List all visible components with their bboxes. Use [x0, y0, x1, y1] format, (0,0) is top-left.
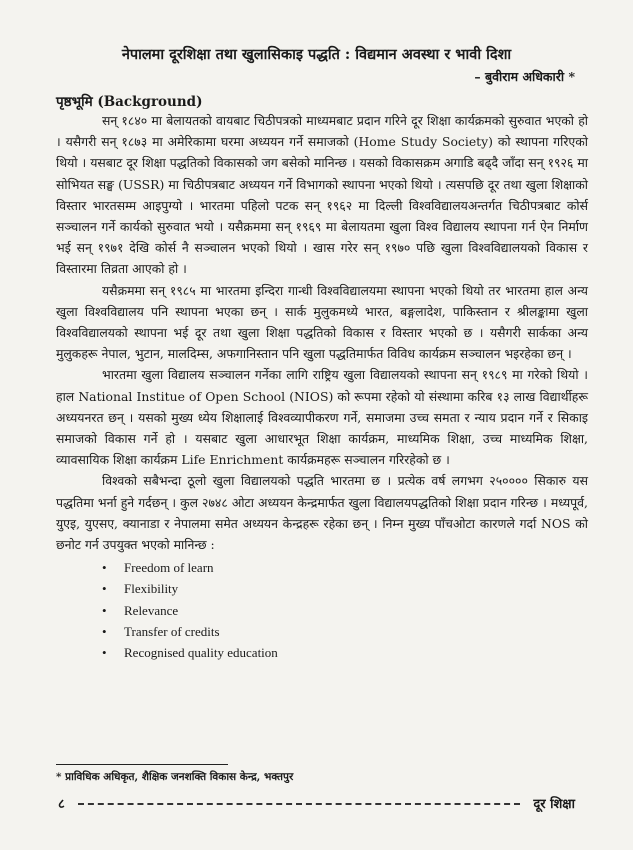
- list-item-text: Relevance: [124, 602, 179, 618]
- paragraph-4: विश्वको सबैभन्दा ठूलो खुला विद्यालयको पद्धति भारतमा छ । प्रत्येक वर्ष लगभग २५०००० सिकारु यस पद्धतिमा भर्ना हुने गर्दछन् । कुल २७४८ ओटा अध्ययन केन्द्रमार्फत खुला विद्यालयपद्धतिको शिक्षा प्रदान गरिन्छ । मध्यपूर्व, युएइ, युएसए, क्यानाडा र नेपालमा समेत अध्ययन केन्द्रहरू रहेका छन् । निम्न मुख्य पाँचओटा कारणले गर्दा NOS को छनोट गर्न उपयुक्त भएको मानिन्छ :: [56, 473, 588, 553]
- bullet-icon: •: [102, 602, 107, 618]
- bullet-icon: •: [102, 581, 107, 597]
- list-item: [102, 600, 588, 621]
- journal-name: दूर शिक्षा: [533, 797, 575, 812]
- list-item-text: Recognised quality education: [124, 645, 278, 661]
- list-item: [102, 578, 588, 599]
- reasons-list: [56, 557, 588, 663]
- bullet-icon: •: [102, 623, 107, 639]
- bullet-icon: •: [102, 560, 107, 576]
- list-item-text: Flexibility: [124, 581, 179, 597]
- author-name: – बुवीराम अधिकारी *: [474, 69, 575, 84]
- footer-dashed-rule: [78, 803, 520, 805]
- list-item: [102, 557, 588, 578]
- page-number: ८: [58, 797, 65, 812]
- paragraph-3: भारतमा खुला विद्यालय सञ्चालन गर्नेका लागि राष्ट्रिय खुला विद्यालयको स्थापना सन् १९८९ मा गरेको थियो । हाल National Institue of Open School (NIOS) को रूपमा रहेको यो संस्थामा करिब १३ लाख विद्यार्थीहरू अध्ययनरत छन् । यसको मुख्य ध्येय शिक्षालाई विश्वव्यापीकरण गर्ने, समाजमा उच्च समता र न्याय प्रदान गर्ने र सिकाइ समाजको विकास गर्ने हो । यसबाट खुला आधारभूत शिक्षा कार्यक्रम, माध्यमिक शिक्षा, उच्च माध्यमिक शिक्षा, व्यावसायिक शिक्षा कार्यक्रम Life Enrichment कार्यक्रमहरू सञ्चालन गरिरहेको छ ।: [56, 367, 588, 468]
- footnote: * प्राविधिक अधिकृत, शैक्षिक जनशक्ति विकास केन्द्र, भक्तपुर: [56, 771, 294, 783]
- list-item-text: Transfer of credits: [124, 623, 220, 639]
- article-title: नेपालमा दूरशिक्षा तथा खुलासिकाइ पद्धति : विद्यमान अवस्था र भावी दिशा: [121, 46, 512, 63]
- list-item: [102, 621, 588, 642]
- bullet-icon: •: [102, 645, 107, 661]
- list-item-text: Freedom of learn: [124, 560, 214, 576]
- section-heading: पृष्ठभूमि (Background): [56, 94, 203, 110]
- list-item: [102, 642, 588, 663]
- footnote-divider: [56, 764, 228, 765]
- paragraph-2: यसैक्रममा सन् १९८५ मा भारतमा इन्दिरा गान्धी विश्वविद्यालयमा स्थापना भएको थियो तर भारतमा हाल अन्य खुला विश्वविद्यालय पनि स्थापना भएका छन् । सार्क मुलुकमध्ये भारत, बङ्गलादेश, पाकिस्तान र श्रीलङ्कामा खुला विश्वविद्यालयको स्थापना भई दूर तथा खुला शिक्षा पद्धतिको विकास र विस्तार भएको छ । यसैगरी सार्कका अन्य मुलुकहरू नेपाल, भुटान, मालदिम्स, अफगानिस्तान पनि खुला पद्धतिमार्फत विविध कार्यक्रम सञ्चालन भइरहेका छन् ।: [56, 282, 588, 362]
- article-body: [56, 110, 588, 663]
- paragraph-1: सन् १८४० मा बेलायतको वायबाट चिठीपत्रको माध्यमबाट प्रदान गरिने दूर शिक्षा कार्यक्रमको सुरुवात भएको हो । यसैगरी सन् १८७३ मा अमेरिकामा घरमा अध्ययन गर्ने समाजको (Home Study Society) को स्थापना गरिएको थियो । यसबाट दूर शिक्षा पद्धतिको विकासको जग बसेको मानिन्छ । यसको विकासक्रम अगाडि बढ्दै जाँदा सन् १९२६ मा सोभियत सङ्घ (USSR) मा चिठीपत्रबाट अध्ययन गर्ने विभागको स्थापना भएको थियो । त्यसपछि दूर तथा खुला शिक्षाको विस्तार भारतसम्म आइपुग्यो । भारतमा पहिलो पटक सन् १९६२ मा दिल्ली विश्वविद्यालयअन्तर्गत चिठीपत्रबाट कोर्स सञ्चालन गर्ने कार्यको सुरुवात भयो । यसैक्रममा सन् १९६९ मा बेलायतमा खुला विश्व विद्यालय स्थापना गर्न ऐन निर्माण भई सन् १९७१ देखि कोर्स नै सञ्चालन भएको थियो । खास गरेर सन् १९७० पछि खुला विश्वविद्यालयको विकास र विस्तारमा तिव्रता आएको हो ।: [56, 113, 588, 277]
